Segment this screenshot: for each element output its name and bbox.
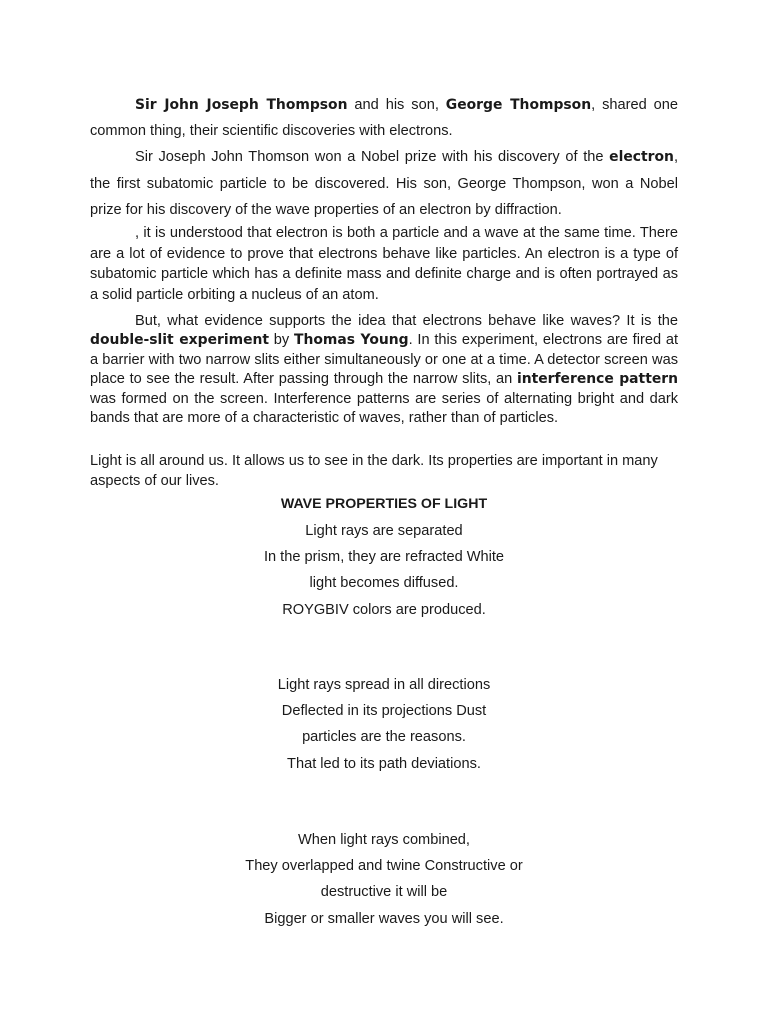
- paragraph-light-intro: [90, 451, 678, 491]
- text-run: , it is understood that electron is both a particle and a wave at the same time. There are a lot of evidence to prove that electrons behave like particles. An electron is a type of subatomic particle which has a definite mass and definite charge and is often portrayed as a solid particle orbiting a nucleus of an atom.: [90, 225, 678, 303]
- poem-line: Light rays are separated: [305, 523, 463, 539]
- poem-heading: WAVE PROPERTIES OF LIGHT: [280, 496, 488, 512]
- poem-line: destructive it will be: [320, 884, 448, 901]
- poem-stanza-3: [0, 827, 768, 932]
- bold-term: interference pattern: [516, 371, 678, 388]
- bold-name: Sir John Joseph Thompson: [135, 97, 348, 113]
- paragraph-thompsons: [90, 92, 678, 144]
- poem-line: Light rays spread in all directions: [277, 677, 491, 693]
- paragraph-particle: [90, 223, 678, 305]
- text-run: was formed on the screen. Interference patterns are series of alternating bright and dark bands that are more of a characteristic of waves, rather than of particles.: [90, 390, 678, 427]
- text-run: But, what evidence supports the idea that electrons behave like waves? It is the: [135, 313, 678, 329]
- bold-name: Thomas Young: [293, 332, 409, 349]
- poem-line: In the prism, they are refracted White: [263, 549, 505, 566]
- poem-line: ROYGBIV colors are produced.: [282, 601, 486, 618]
- paragraph-nobel: [90, 144, 678, 224]
- text-run: Sir Joseph John Thomson won a Nobel prize with his discovery of the: [135, 149, 610, 165]
- poem-stanza-2: [0, 672, 768, 777]
- poem-stanza-1: [0, 518, 768, 623]
- text-run: and his son,: [347, 97, 446, 113]
- paragraph-double-slit: [90, 312, 678, 428]
- poem-line: That led to its path deviations.: [287, 755, 481, 772]
- text-run: by: [269, 332, 294, 349]
- poem-line: They overlapped and twine Constructive or: [245, 858, 523, 875]
- text-run: , the first subatomic particle to be discovered. His son, George Thompson, won a Nobel prize for his discovery of the wave properties of an electron by diffraction.: [90, 149, 678, 218]
- text-run: , shared one common thing, their scientific discoveries with electrons.: [90, 97, 678, 139]
- text-run: . In this experiment, electrons are fired at a barrier with two narrow slits either simultaneously or one at a time. A detector screen was place to see the result. After passing through the narrow slits, an: [90, 332, 679, 388]
- poem-line: light becomes diffused.: [309, 575, 459, 592]
- bold-term: double-slit experiment: [90, 332, 270, 349]
- poem-line: When light rays combined,: [298, 832, 470, 848]
- poem-line: Bigger or smaller waves you will see.: [264, 910, 504, 927]
- bold-name: George Thompson: [445, 97, 592, 113]
- text-run: Light is all around us. It allows us to see in the dark. Its properties are important in many aspects of our lives.: [90, 453, 658, 489]
- bold-term: electron: [609, 149, 674, 165]
- poem-line: Deflected in its projections Dust: [281, 703, 487, 720]
- poem-line: particles are the reasons.: [302, 729, 466, 746]
